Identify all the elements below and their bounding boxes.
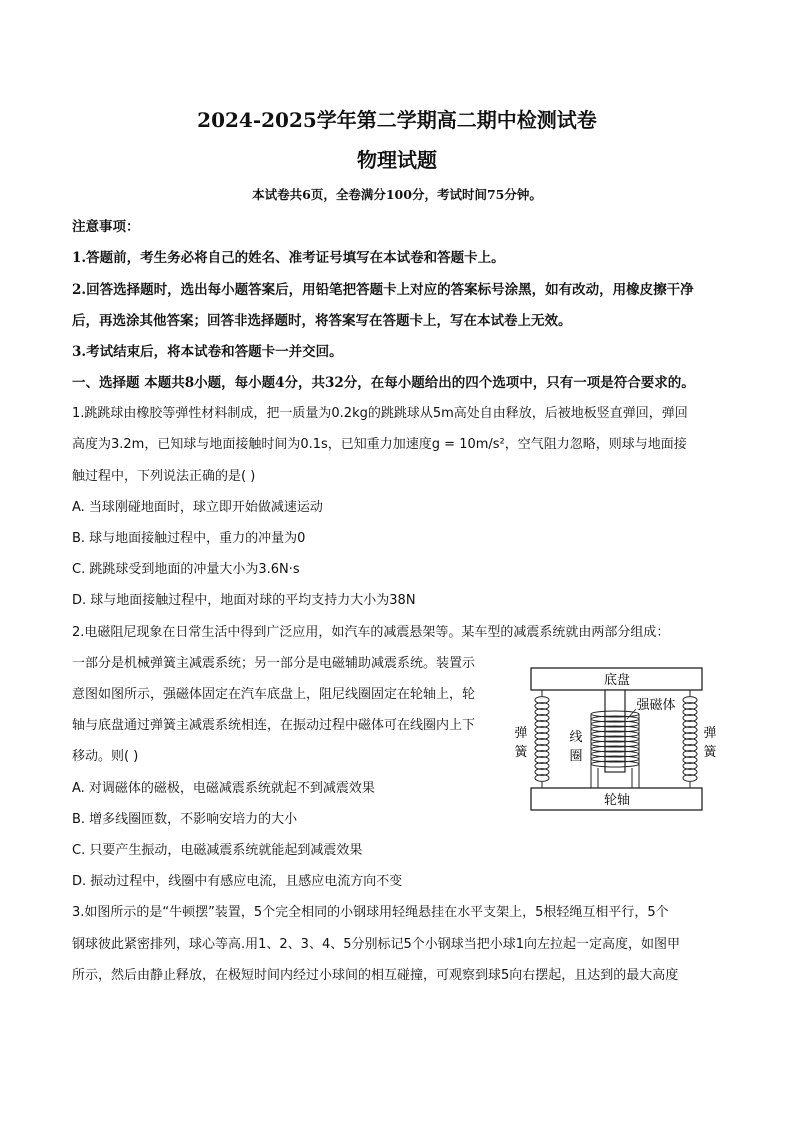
left-spring-label-1: 弹 xyxy=(514,726,528,741)
q1-option-a: A. 当球刚碰地面时，球立即开始做减速运动 xyxy=(72,500,323,515)
q1-option-b: B. 球与地面接触过程中，重力的冲量为0 xyxy=(72,531,306,546)
axle-label: 轮轴 xyxy=(603,793,631,808)
q1-option-d: D. 球与地面接触过程中，地面对球的平均支持力大小为38N xyxy=(72,593,416,608)
q2-line-4: 轴与底盘通过弹簧主减震系统相连，在振动过程中磁体可在线圈内上下 xyxy=(72,718,476,733)
note-2-line-2: 后，再选涂其他答案；回答非选择题时，将答案写在答题卡上，写在本试卷上无效。 xyxy=(72,313,572,329)
q2-line-2: 一部分是机械弹簧主减震系统；另一部分是电磁辅助减震系统。装置示 xyxy=(72,656,476,671)
left-spring xyxy=(535,690,549,788)
q3-line-1: 3.如图所示的是“牛顿摆”装置，5个完全相同的小钢球用轻绳悬挂在水平支架上，5根轻绳互相平行，5个 xyxy=(72,905,669,920)
q2-option-d: D. 振动过程中，线圈中有感应电流，且感应电流方向不变 xyxy=(72,874,403,889)
exam-info: 本试卷共6页，全卷满分100分，考试时间75分钟。 xyxy=(252,187,542,202)
magnet-label: 强磁体 xyxy=(636,698,676,713)
right-spring-label-1: 弹 xyxy=(703,726,717,741)
damper-diagram xyxy=(510,664,730,816)
right-spring-label-2: 簧 xyxy=(703,745,717,760)
left-spring-label-2: 簧 xyxy=(514,745,528,760)
note-1: 1.答题前，考生务必将自己的姓名、准考证号填写在本试卷和答题卡上。 xyxy=(72,250,505,266)
q2-option-b: B. 增多线圈匝数，不影响安培力的大小 xyxy=(72,812,298,827)
subject-title: 物理试题 xyxy=(357,148,437,172)
q2-option-a: A. 对调磁体的磁极，电磁减震系统就起不到减震效果 xyxy=(72,781,375,796)
q2-line-5: 移动。则( ) xyxy=(72,749,139,764)
q3-line-2: 钢球彼此紧密排列，球心等高.用1、2、3、4、5分别标记5个小钢球当把小球1向左拉起一定高度，如图甲 xyxy=(72,937,681,952)
q2-line-3: 意图如图所示，强磁体固定在汽车底盘上，阻尼线圈固定在轮轴上，轮 xyxy=(72,687,476,702)
note-2-line-1: 2.回答选择题时，选出每小题答案后，用铅笔把答题卡上对应的答案标号涂黑，如有改动，用橡皮擦干净 xyxy=(72,282,694,298)
coil-label-2: 圈 xyxy=(569,749,583,764)
q3-line-3: 所示，然后由静止释放，在极短时间内经过小球间的相互碰撞，可观察到球5向右摆起，且达到的最大高度 xyxy=(72,968,679,983)
q1-option-c: C. 跳跳球受到地面的冲量大小为3.6N·s xyxy=(72,562,300,577)
q2-option-c: C. 只要产生振动，电磁减震系统就能起到减震效果 xyxy=(72,843,363,858)
coil-label-1: 线 xyxy=(569,730,583,745)
q2-line-1: 2.电磁阻尼现象在日常生活中得到广泛应用，如汽车的减震悬架等。某车型的减震系统就由两部分组成： xyxy=(72,625,670,640)
chassis-label: 底盘 xyxy=(603,673,631,688)
note-3: 3.考试结束后，将本试卷和答题卡一并交回。 xyxy=(72,344,343,360)
notes-heading: 注意事项： xyxy=(72,219,140,235)
right-spring xyxy=(683,690,697,788)
q1-line-1: 1.跳跳球由橡胶等弹性材料制成，把一质量为0.2kg的跳跳球从5m高处自由释放，后被地板竖直弹回，弹回 xyxy=(72,406,688,421)
exam-title: 2024-2025学年第二学期高二期中检测试卷 xyxy=(197,108,597,132)
q1-line-3: 触过程中，下列说法正确的是( ) xyxy=(72,469,256,484)
section-1-heading: 一、选择题 本题共8小题，每小题4分，共32分，在每小题给出的四个选项中，只有一项是符合要求的。 xyxy=(72,375,695,391)
q1-line-2: 高度为3.2m，已知球与地面接触时间为0.1s，已知重力加速度g = 10m/s²，空气阻力忽略，则球与地面接 xyxy=(72,437,687,452)
